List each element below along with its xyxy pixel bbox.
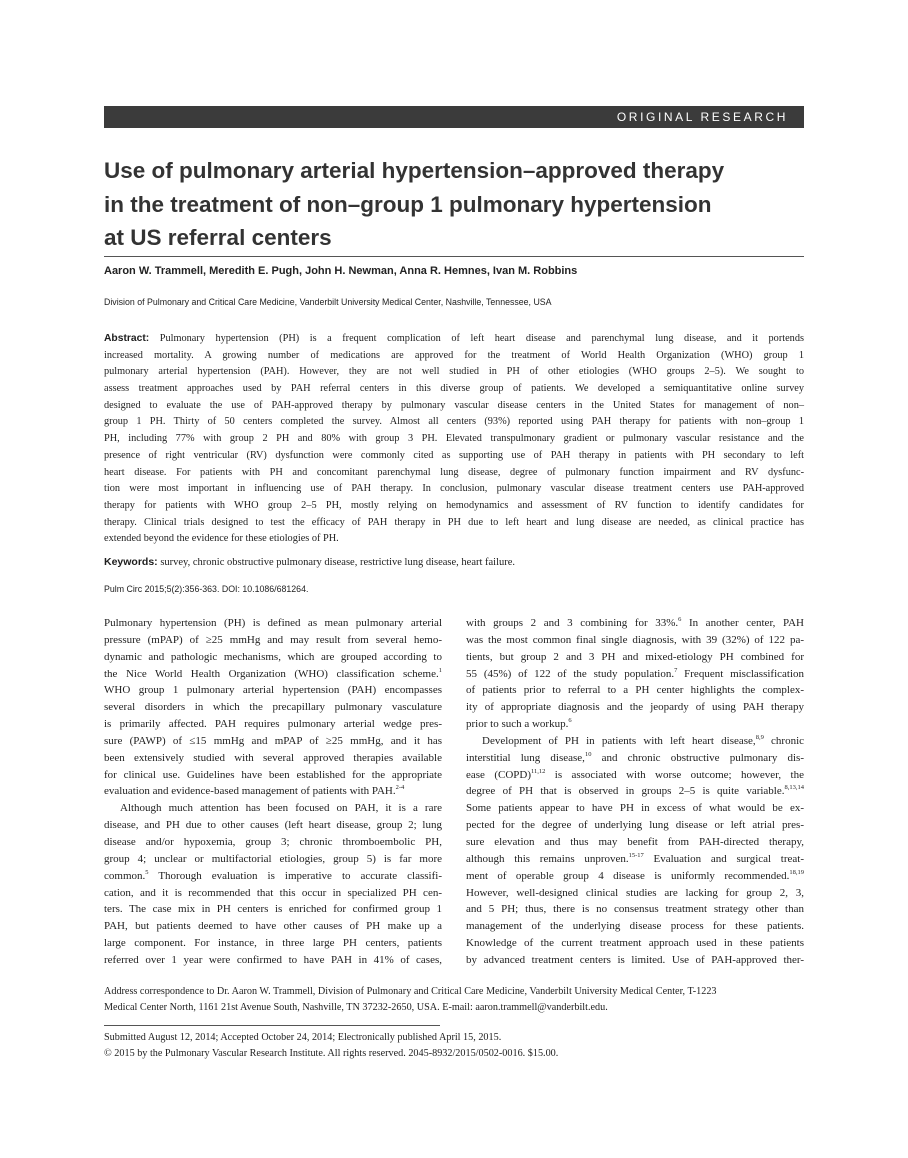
paragraph — [466, 733, 804, 969]
abstract-line: assess treatment approaches used by PAH referral centers in this diverse group of patients. We developed a semiquantitative online survey — [104, 383, 804, 395]
text-line: 55 (45%) of 122 of the study population.$^7$ Frequent misclassification — [466, 666, 804, 680]
abstract-line: heart disease. For patients with PH and concomitant parenchymal lung disease, degree of pulmonary function impairment and RV dysfunc- — [104, 466, 804, 478]
text-line: Development of PH in patients with left heart disease,$^{8,9}$ chronic — [482, 733, 805, 747]
copyright: © 2015 by the Pulmonary Vascular Research Institute. All rights reserved. 2045-8932/2015/0502-0016. $15.00. — [104, 1048, 559, 1059]
text-line: disease and/or hypoxemia, group 3; chronic thromboembolic PH, — [104, 835, 442, 848]
citation-superscript: 15-17 — [628, 851, 644, 859]
abstract — [104, 331, 804, 548]
text-line: large component. For instance, in three large PH centers, patients — [104, 937, 442, 950]
abstract-line: increased mortality. A growing number of medications are approved for the treatment of World Health Organization (WHO) group 1 — [104, 349, 804, 361]
text-line: is primarily affected. PAH requires pulmonary arterial wedge pres- — [104, 718, 442, 731]
keywords — [104, 556, 515, 568]
citation-superscript: 5 — [145, 868, 149, 876]
text-line: group 4; unclear or multifactorial etiologies, group 5) is far more — [104, 852, 442, 865]
abstract-line: designed to evaluate the use of PAH-approved therapy by pulmonary vascular disease centers in the United States for management of non– — [104, 399, 804, 411]
text-line: cation, and it is recommended that this occur in specialized PH cen- — [104, 886, 442, 899]
citation-superscript: 18,19 — [789, 868, 804, 876]
abstract-label: Abstract: — [104, 333, 150, 344]
text-line: disease, and PH due to other causes (left heart disease, group 2; lung — [104, 819, 442, 832]
abstract-line: therapy for patients with WHO group 2–5 PH, mostly relying on hemodynamics and assessment of RV function to identify candidates for — [104, 499, 804, 511]
text-line: was the most common final single diagnosis, with 39 (32%) of 122 pa- — [466, 633, 804, 646]
abstract-line: pulmonary arterial hypertension (PAH). However, they are not well studied in PH of other etiologies (WHO groups 2–5). We sought to — [104, 366, 804, 378]
author-list: Aaron W. Trammell, Meredith E. Pugh, John H. Newman, Anna R. Hemnes, Ivan M. Robbins — [104, 265, 578, 277]
keywords-text: survey, chronic obstructive pulmonary disease, restrictive lung disease, heart failure. — [157, 557, 516, 568]
correspondence-line: Medical Center North, 1161 21st Avenue South, Nashville, TN 37232-2650, USA. E-mail: aaron.trammell@vanderbilt.edu. — [104, 1002, 608, 1013]
footer-divider — [104, 1025, 440, 1026]
text-line: the Nice World Health Organization (WHO) classification scheme.$^1$ — [104, 666, 442, 680]
citation-superscript: 1 — [438, 666, 442, 674]
title-line: at US referral centers — [104, 225, 332, 250]
text-line: by advanced treatment centers is limited. Use of PAH-approved ther- — [466, 953, 804, 966]
citation-superscript: 6 — [568, 717, 572, 725]
text-line: ity of appropriate diagnosis and the jeopardy of using PAH therapy — [466, 701, 804, 714]
citation-superscript: 2-4 — [395, 784, 405, 792]
text-line: prior to such a workup.$^6$ — [466, 717, 572, 731]
citation-superscript: 8,9 — [755, 733, 764, 741]
text-line: Some patients appear to have PH in excess of what would be ex- — [466, 802, 804, 815]
keywords-label: Keywords: — [104, 556, 158, 568]
text-line: with groups 2 and 3 combining for 33%.$^6$ In another center, PAH — [466, 616, 804, 629]
text-line: although this remains unproven.$^{15-17}$ Evaluation and surgical treat- — [466, 851, 804, 865]
text-line: ease (COPD)$^{11,12}$ is associated with worse outcome; however, the — [466, 767, 804, 781]
text-line: sure (PAWP) of ≤15 mmHg and mPAP of ≥25 mmHg, and it has — [104, 734, 442, 747]
title-line: in the treatment of non–group 1 pulmonary hypertension — [104, 191, 712, 217]
title-divider — [104, 256, 804, 257]
affiliation: Division of Pulmonary and Critical Care Medicine, Vanderbilt University Medical Center, Nashville, Tennessee, USA — [104, 297, 552, 307]
correspondence-line: Address correspondence to Dr. Aaron W. Trammell, Division of Pulmonary and Critical Care Medicine, Vanderbilt University Medical Center, T-1223 — [104, 986, 717, 997]
text-line: ters. The case mix in PH centers is enriched for confirmed group 1 — [104, 903, 442, 916]
text-line: evaluation and evidence-based management of patients with PAH.$^{2-4}$ — [104, 784, 405, 798]
text-line: common.$^5$ Thorough evaluation is imperative to accurate classifi- — [104, 868, 442, 882]
section-banner — [104, 106, 804, 128]
text-line: several disorders in which the precapillary pulmonary vasculature — [104, 701, 442, 714]
citation-superscript: 7 — [674, 666, 678, 674]
submitted-dates: Submitted August 12, 2014; Accepted October 24, 2014; Electronically published April 15, 2015. — [104, 1032, 502, 1043]
text-line: Although much attention has been focused on PAH, it is a rare — [120, 802, 442, 815]
text-line: ment of operable group 4 disease is uniformly recommended.$^{18,19}$ — [466, 868, 804, 882]
text-line: of patients prior to referral to a PH center highlights the complex- — [466, 684, 804, 697]
citation-superscript: 6 — [678, 616, 682, 623]
text-line: for clinical use. Guidelines have been established for the appropriate — [104, 768, 442, 781]
text-line: PAH, but patients deemed to have other causes of PH make up a — [104, 920, 442, 933]
correspondence-address — [104, 984, 804, 1016]
text-line: interstitial lung disease,$^{10}$ and chronic obstructive pulmonary dis- — [466, 750, 804, 764]
citation: Pulm Circ 2015;5(2):356-363. DOI: 10.1086/681264. — [104, 584, 309, 594]
abstract-line: extended beyond the evidence for these etiologies of PH. — [104, 533, 339, 545]
text-line: management of the underlying disease process for these patients. — [466, 920, 804, 933]
text-line: WHO group 1 pulmonary arterial hypertension (PAH) encompasses — [104, 684, 442, 697]
abstract-line: tion were most important in influencing use of PAH therapy. In conclusion, pulmonary vascular disease treatment centers use PAH-approved — [104, 483, 804, 495]
citation-superscript: 8,13,14 — [784, 784, 804, 792]
article-title — [104, 154, 804, 255]
text-line: and 5 PH; thus, there is no consensus treatment strategy other than — [466, 903, 804, 916]
body-column-right — [466, 615, 804, 969]
paragraph — [104, 615, 442, 800]
text-line: degree of PH that is observed in groups 2–5 is quite variable.$^{8,13,14}$ — [466, 784, 804, 798]
citation-superscript: 11,12 — [530, 767, 546, 775]
text-line: been extensively studied with several approved therapies available — [104, 751, 442, 764]
text-line: sure elevation and thus may benefit from PAH-directed therapy, — [466, 835, 804, 848]
text-line: pressure (mPAP) of ≥25 mmHg and may result from several hemo- — [104, 633, 442, 646]
publication-history — [104, 1030, 558, 1062]
paragraph — [104, 800, 442, 968]
text-line: referred over 1 year were confirmed to have PAH in 41% of cases, — [104, 953, 442, 966]
text-line: Knowledge of the current treatment approach used in these patients — [466, 937, 804, 950]
text-line: However, well-designed clinical studies are lacking for group 2, 3, — [466, 886, 804, 899]
abstract-line: presence of right ventricular (RV) dysfunction were commonly cited as supporting use of PAH therapy in patients with PH secondary to left — [104, 449, 804, 461]
text-line: Pulmonary hypertension (PH) is defined as mean pulmonary arterial — [104, 617, 442, 629]
abstract-line: group 1 PH. Thirty of 50 centers completed the survey. Almost all centers (93%) reported using PAH therapy for patients with non–group 1 — [104, 416, 804, 428]
paragraph — [466, 615, 804, 733]
text-line: dynamic and pathologic mechanisms, which are grouped according to — [104, 650, 442, 663]
abstract-line: PH, including 77% with group 2 PH and 80% with group 3 PH. Elevated transpulmonary gradient or pulmonary vascular resistance and the — [104, 433, 804, 445]
text-line: pected for the degree of underlying lung disease or left atrial pres- — [466, 819, 804, 832]
title-line: Use of pulmonary arterial hypertension–approved therapy — [104, 158, 725, 183]
text-line: tients, but group 2 and 3 PH and mixed-etiology PH combined for — [466, 650, 804, 663]
abstract-line: therapy. Clinical trials designed to test the efficacy of PAH therapy in PH due to left heart and lung disease are needed, as clinical practice has — [104, 516, 804, 528]
section-label: ORIGINAL RESEARCH — [616, 110, 788, 124]
body-column-left — [104, 615, 442, 969]
citation-superscript: 10 — [584, 750, 592, 758]
abstract-line: Abstract: Pulmonary hypertension (PH) is a frequent complication of left heart disease and parenchymal lung disease, and it portends — [104, 333, 804, 344]
